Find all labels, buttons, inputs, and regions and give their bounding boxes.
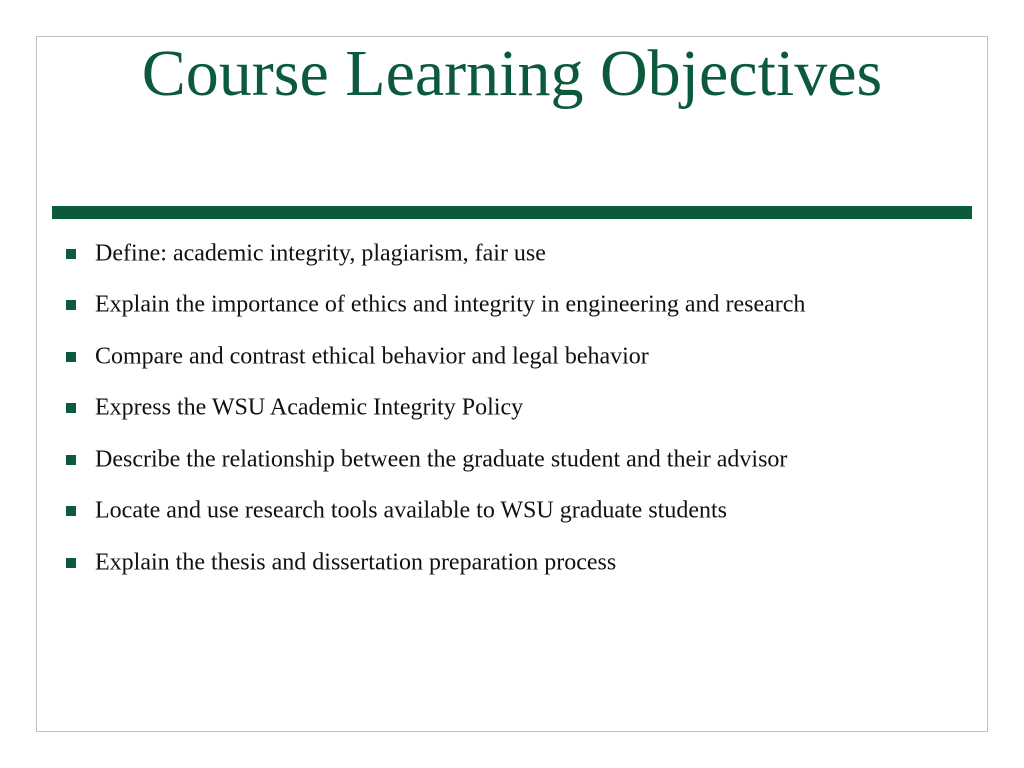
square-bullet-icon xyxy=(66,558,76,568)
list-item-text: Express the WSU Academic Integrity Policy xyxy=(95,394,524,421)
slide-title: Course Learning Objectives xyxy=(141,37,883,110)
list-item-text: Explain the thesis and dissertation preparation process xyxy=(95,549,617,576)
square-bullet-icon xyxy=(66,300,76,310)
square-bullet-icon xyxy=(66,352,76,362)
list-item-text: Compare and contrast ethical behavior and legal behavior xyxy=(95,343,649,370)
list-item xyxy=(60,537,970,589)
list-item-text: Explain the importance of ethics and integrity in engineering and research xyxy=(95,291,806,318)
list-item xyxy=(60,228,970,280)
square-bullet-icon xyxy=(66,455,76,465)
list-item xyxy=(60,383,970,435)
objectives-list xyxy=(60,228,970,589)
list-item-text: Define: academic integrity, plagiarism, fair use xyxy=(95,240,546,267)
list-item xyxy=(60,331,970,383)
square-bullet-icon xyxy=(66,403,76,413)
title-divider xyxy=(52,206,972,219)
list-item xyxy=(60,280,970,332)
list-item xyxy=(60,486,970,538)
square-bullet-icon xyxy=(66,249,76,259)
list-item-text: Locate and use research tools available to WSU graduate students xyxy=(95,497,728,524)
square-bullet-icon xyxy=(66,506,76,516)
list-item xyxy=(60,434,970,486)
list-item-text: Describe the relationship between the graduate student and their advisor xyxy=(95,446,788,473)
